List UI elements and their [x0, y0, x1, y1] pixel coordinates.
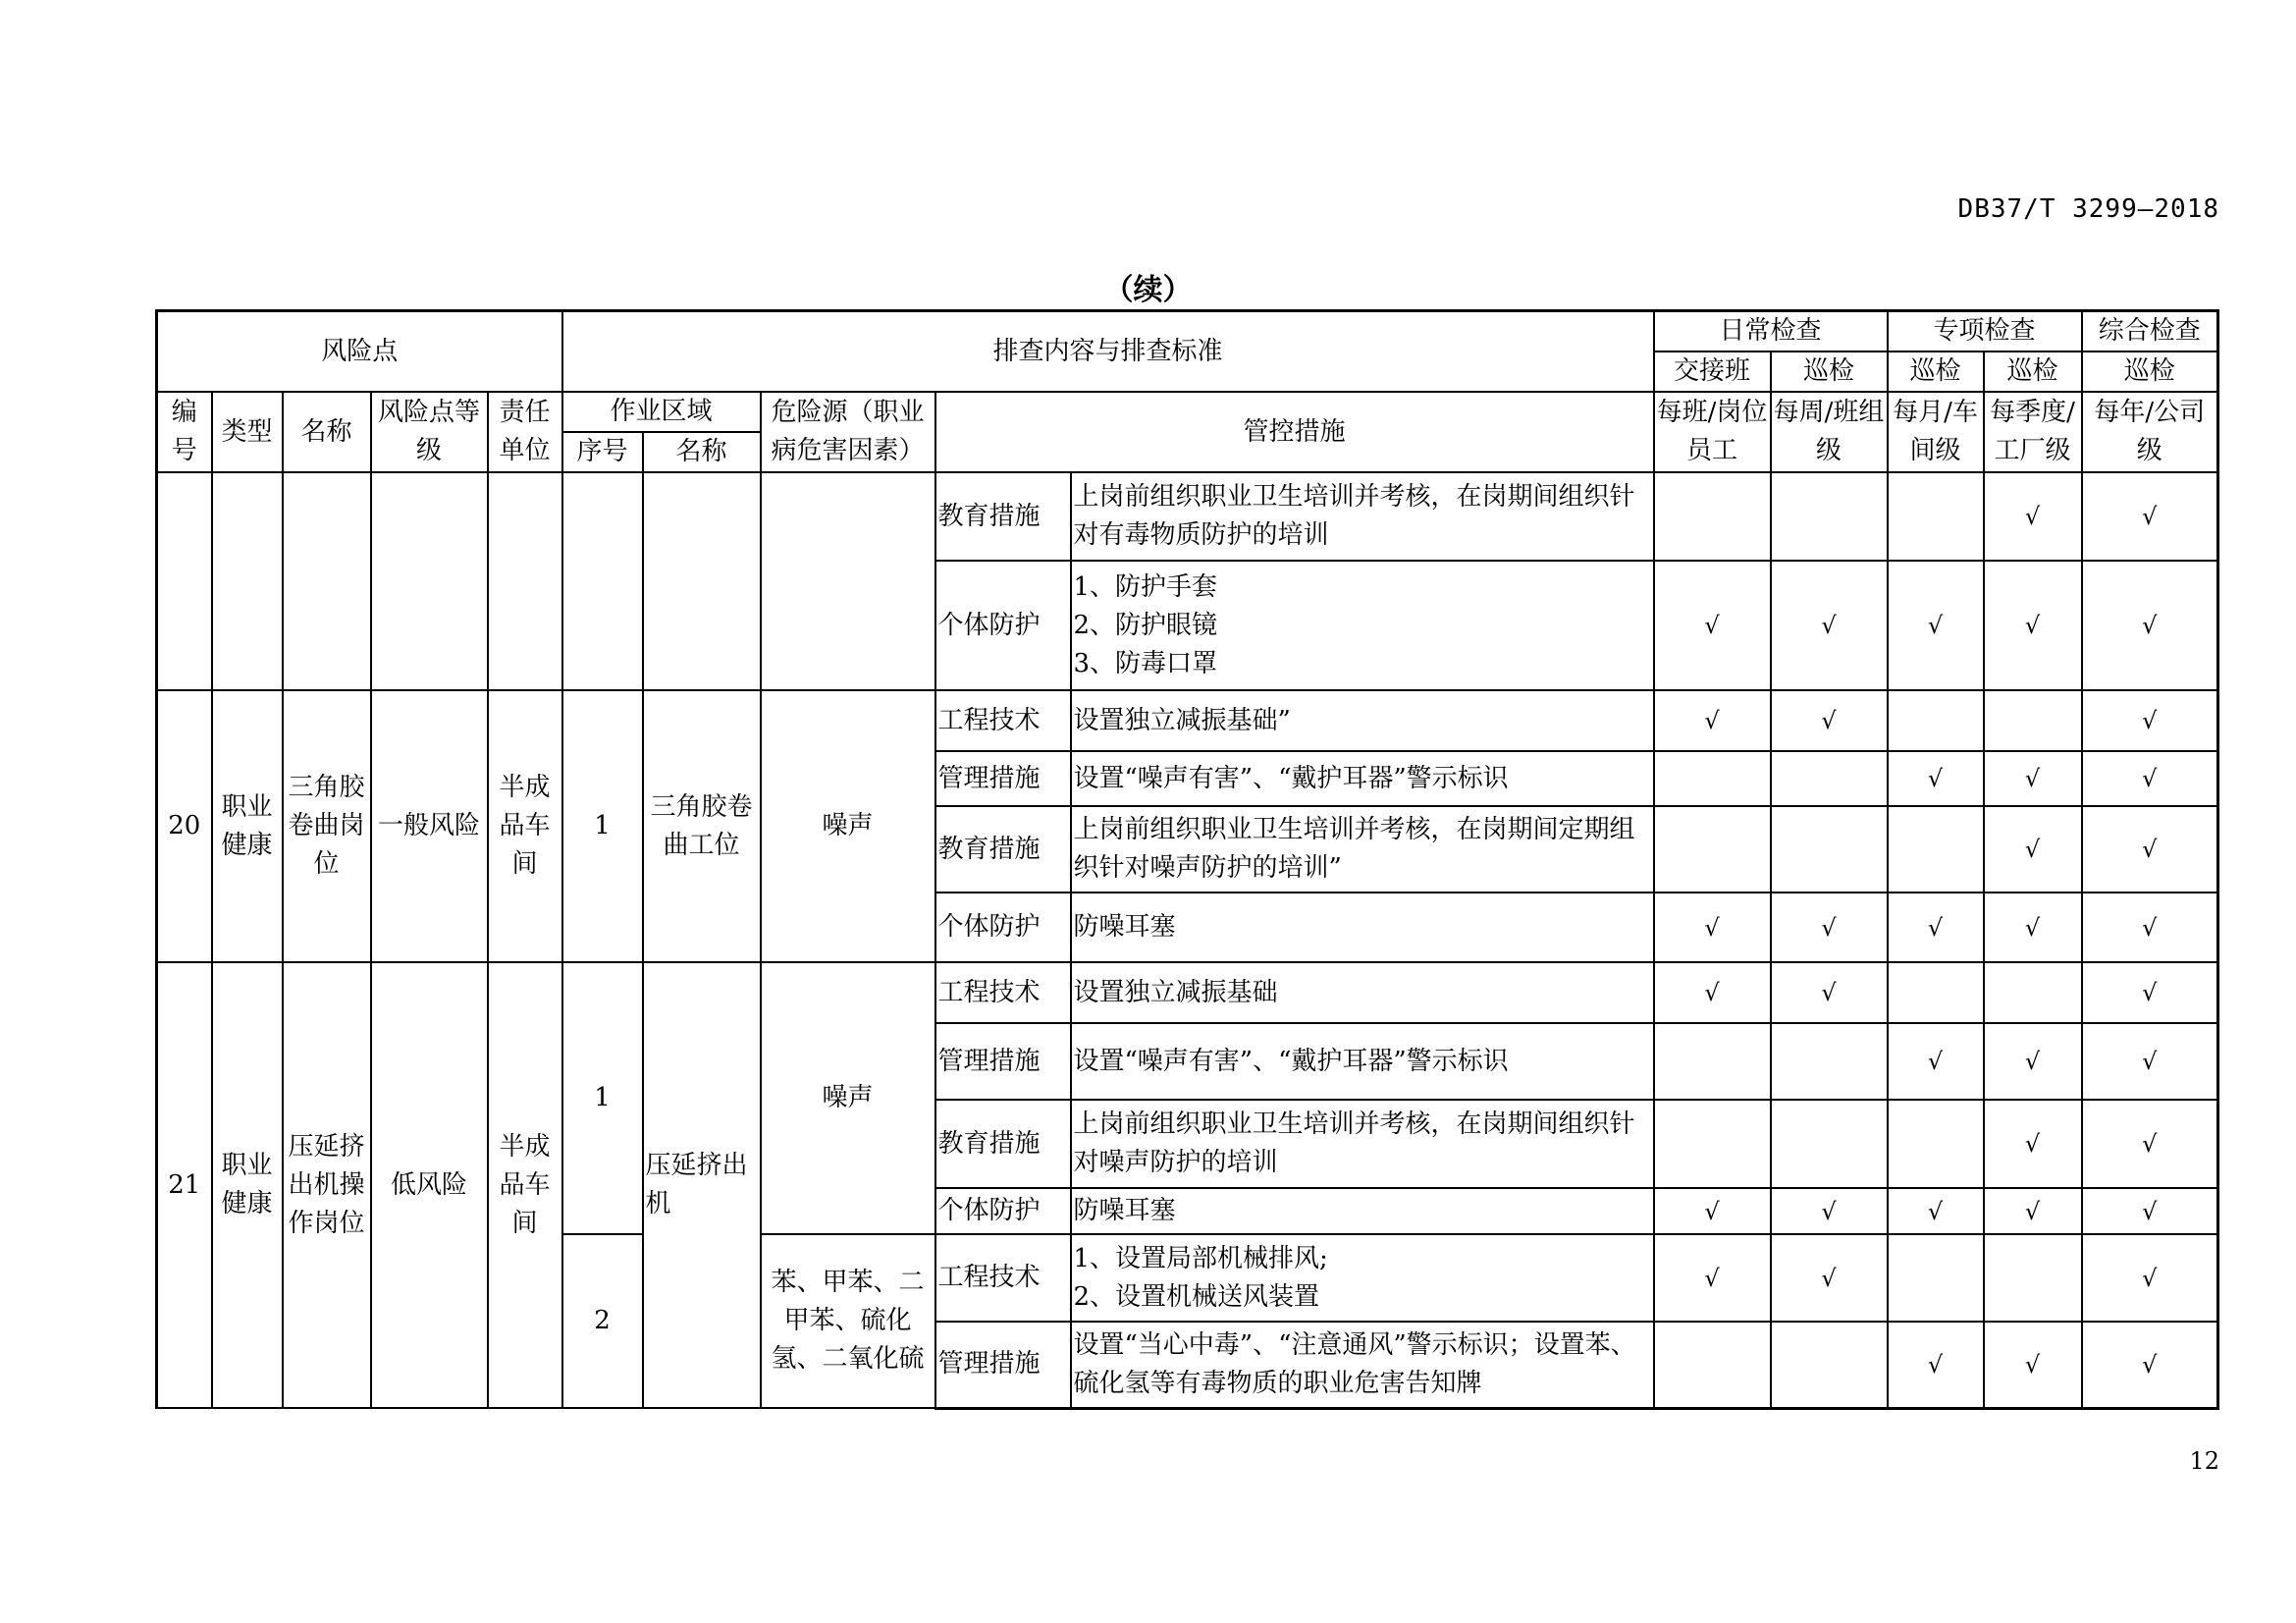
header-work-area: 作业区域	[562, 392, 761, 432]
cont-hazard-cell	[761, 472, 935, 690]
risk-inspection-table	[155, 309, 2219, 1410]
item-seq: 2	[562, 1234, 643, 1408]
check-mark: √	[2082, 751, 2218, 806]
item-seq: 1	[562, 690, 643, 962]
measure-category: 管理措施	[935, 1322, 1071, 1408]
cont-area-cell	[643, 472, 761, 690]
item-area-name: 三角胶卷曲工位	[643, 690, 761, 962]
header-patrol: 巡检	[2082, 352, 2218, 392]
check-mark: √	[1654, 893, 1771, 962]
check-mark: √	[2082, 1023, 2218, 1100]
check-mark: √	[1984, 1023, 2082, 1100]
check-mark: √	[2082, 1188, 2218, 1234]
item-number: 20	[157, 690, 212, 962]
check-mark: √	[1888, 893, 1984, 962]
measure-category: 工程技术	[935, 690, 1071, 751]
check-mark: √	[1771, 893, 1888, 962]
header-type: 类型	[212, 392, 283, 472]
check-mark: √	[1771, 1188, 1888, 1234]
check-mark: √	[2082, 962, 2218, 1023]
measure-text: 设置“当心中毒”、“注意通风”警示标识；设置苯、硫化氢等有毒物质的职业危害告知牌	[1071, 1322, 1654, 1408]
check-mark: √	[1654, 962, 1771, 1023]
measure-text: 设置“噪声有害”、“戴护耳器”警示标识	[1071, 1023, 1654, 1100]
check-mark: √	[1654, 1188, 1771, 1234]
item-number: 21	[157, 962, 212, 1408]
check-mark: √	[1888, 1322, 1984, 1408]
header-freq-month: 每月/车间级	[1888, 392, 1984, 472]
header-hazard-source: 危险源（职业病危害因素）	[761, 392, 935, 472]
measure-category: 管理措施	[935, 1023, 1071, 1100]
item-area-name: 压延挤出机	[643, 962, 761, 1408]
header-number: 编号	[157, 392, 212, 472]
check-mark: √	[1888, 751, 1984, 806]
measure-text: 设置“噪声有害”、“戴护耳器”警示标识	[1071, 751, 1654, 806]
check-mark: √	[1984, 561, 2082, 690]
item-type: 职业健康	[212, 962, 283, 1408]
check-mark: √	[2082, 893, 2218, 962]
check-mark: √	[1984, 893, 2082, 962]
measure-category: 教育措施	[935, 1100, 1071, 1188]
header-shift-handover: 交接班	[1654, 352, 1771, 392]
check-mark: √	[1984, 751, 2082, 806]
header-special-check: 专项检查	[1888, 311, 2082, 352]
measure-text: 防噪耳塞	[1071, 1188, 1654, 1234]
measure-text	[1071, 1234, 1654, 1322]
item-seq: 1	[562, 962, 643, 1234]
cont-seq-cell	[562, 472, 643, 690]
header-patrol: 巡检	[1771, 352, 1888, 392]
item-unit: 半成品车间	[488, 962, 562, 1408]
header-freq-week: 每周/班组级	[1771, 392, 1888, 472]
measure-line: 2、设置机械送风装置	[1073, 1281, 1320, 1312]
header-daily-check: 日常检查	[1654, 311, 1888, 352]
header-freq-quarter: 每季度/工厂级	[1984, 392, 2082, 472]
measure-line: 3、防毒口罩	[1073, 648, 1218, 678]
header-area-name: 名称	[643, 432, 761, 472]
page-number: 12	[2189, 1447, 2219, 1475]
measure-category: 教育措施	[935, 806, 1071, 893]
item-risk-level: 低风险	[371, 962, 488, 1408]
measure-category: 教育措施	[935, 472, 1071, 561]
measure-category: 工程技术	[935, 962, 1071, 1023]
header-control-measures: 管控措施	[935, 392, 1654, 472]
measure-category: 个体防护	[935, 1188, 1071, 1234]
check-mark: √	[2082, 1234, 2218, 1322]
check-mark: √	[1984, 1322, 2082, 1408]
check-mark: √	[1888, 1023, 1984, 1100]
check-mark: √	[1771, 690, 1888, 751]
item-risk-level: 一般风险	[371, 690, 488, 962]
measure-line: 1、防护手套	[1073, 571, 1218, 602]
item-name: 三角胶卷曲岗位	[283, 690, 371, 962]
check-mark: √	[1984, 1100, 2082, 1188]
measure-category: 个体防护	[935, 561, 1071, 690]
measure-line: 1、设置局部机械排风;	[1073, 1243, 1328, 1273]
table-caption: （续）	[1103, 273, 1193, 307]
header-comprehensive-check: 综合检查	[2082, 311, 2218, 352]
item-hazard: 噪声	[761, 690, 935, 962]
check-mark: √	[1984, 806, 2082, 893]
item-unit: 半成品车间	[488, 690, 562, 962]
check-mark: √	[2082, 472, 2218, 561]
measure-category: 工程技术	[935, 1234, 1071, 1322]
header-name: 名称	[283, 392, 371, 472]
measure-line: 2、防护眼镜	[1073, 610, 1218, 640]
header-content-standard: 排查内容与排查标准	[562, 311, 1654, 393]
measure-text: 上岗前组织职业卫生培训并考核，在岗期间组织针对有毒物质防护的培训	[1071, 472, 1654, 561]
header-responsible-unit: 责任单位	[488, 392, 562, 472]
header-risk-level: 风险点等级	[371, 392, 488, 472]
item-hazard: 苯、甲苯、二甲苯、硫化氢、二氧化硫	[761, 1234, 935, 1408]
check-mark: √	[1888, 561, 1984, 690]
check-mark: √	[2082, 561, 2218, 690]
check-mark: √	[2082, 1322, 2218, 1408]
cont-unit-cell	[488, 472, 562, 690]
check-mark: √	[2082, 690, 2218, 751]
check-mark: √	[1771, 962, 1888, 1023]
check-mark: √	[1654, 690, 1771, 751]
check-mark: √	[1771, 561, 1888, 690]
item-hazard: 噪声	[761, 962, 935, 1234]
cont-type-cell	[212, 472, 283, 690]
cont-level-cell	[371, 472, 488, 690]
measure-text: 设置独立减振基础	[1071, 962, 1654, 1023]
measure-text	[1071, 561, 1654, 690]
cont-name-cell	[283, 472, 371, 690]
check-mark: √	[1771, 1234, 1888, 1322]
measure-category: 个体防护	[935, 893, 1071, 962]
check-mark: √	[1654, 561, 1771, 690]
item-type: 职业健康	[212, 690, 283, 962]
item-name: 压延挤出机操作岗位	[283, 962, 371, 1408]
header-patrol: 巡检	[1888, 352, 1984, 392]
check-mark: √	[1888, 1188, 1984, 1234]
header-risk-point: 风险点	[157, 311, 562, 393]
check-mark: √	[2082, 806, 2218, 893]
header-patrol: 巡检	[1984, 352, 2082, 392]
measure-category: 管理措施	[935, 751, 1071, 806]
check-mark: √	[1654, 1234, 1771, 1322]
check-mark: √	[2082, 1100, 2218, 1188]
document-code: DB37/T 3299—2018	[1957, 194, 2219, 224]
measure-text: 上岗前组织职业卫生培训并考核，在岗期间定期组织针对噪声防护的培训”	[1071, 806, 1654, 893]
header-seq: 序号	[562, 432, 643, 472]
cont-number-cell	[157, 472, 212, 690]
measure-text: 防噪耳塞	[1071, 893, 1654, 962]
header-freq-shift: 每班/岗位员工	[1654, 392, 1771, 472]
header-freq-year: 每年/公司级	[2082, 392, 2218, 472]
measure-text: 上岗前组织职业卫生培训并考核，在岗期间组织针对噪声防护的培训	[1071, 1100, 1654, 1188]
check-mark: √	[1984, 472, 2082, 561]
check-mark: √	[1984, 1188, 2082, 1234]
measure-text: 设置独立减振基础”	[1071, 690, 1654, 751]
